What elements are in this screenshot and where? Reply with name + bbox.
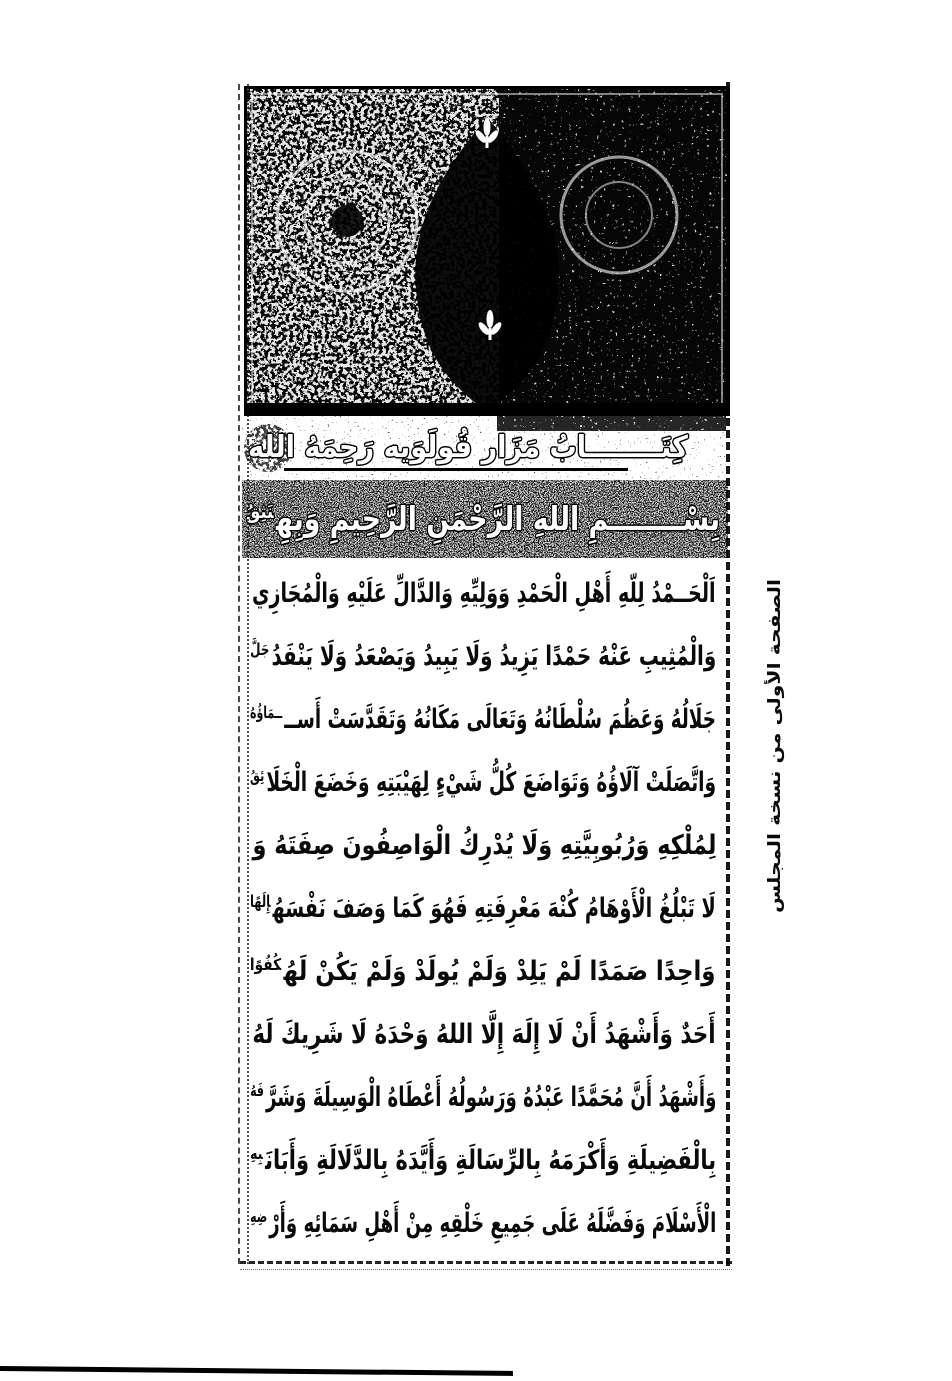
text-line-1	[250, 562, 716, 625]
text-line-8	[250, 1003, 716, 1066]
line-text: وَالْمُثِيبِ عَنْهُ حَمْدًا يَزِيدُ وَلَا يَبِيدُ وَيَصْعَدُ وَلَا يَنْفَدُ	[271, 641, 716, 672]
basmala-band	[242, 480, 728, 558]
line-superscript: كُفُوًا	[250, 954, 282, 974]
line-superscript: ضِهِ	[249, 1206, 267, 1226]
line-text: الْأَسْلَامَ وَفَضَّلَهُ عَلَى جَمِيعِ خَلْقِهِ مِنْ أَهْلِ سَمَائِهِ وَأَرْ	[268, 1208, 716, 1239]
floral-headpiece-ornament	[244, 86, 730, 416]
manuscript-scan-area	[238, 80, 746, 1270]
line-superscript: ئِقُ	[249, 765, 265, 785]
page-right-border	[726, 82, 730, 1266]
page-bottom-border-faint	[240, 1269, 732, 1270]
text-line-4	[250, 751, 716, 814]
basmala-text: بِسْــــــــمِ اللهِ الرَّحْمَنِ الرَّحِيمِ وَبِهِ	[275, 499, 720, 538]
margin-caption-text: الصفحة الأولى من نسخة المجلس	[765, 579, 785, 914]
line-text: اَلْحَــمْدُ لِلّهِ أَهْلِ الْحَمْدِ وَوَلِيِّهِ وَالدَّالِّ عَلَيْهِ وَالْمُجَازِي	[252, 578, 716, 609]
text-line-9	[250, 1066, 716, 1129]
text-line-2	[250, 625, 716, 688]
line-text: لِمُلْكِهِ وَرُبُوبِيَّتِهِ وَلَا يُدْرِكُ الْوَاصِفُونَ صِفَتَهُ وَ	[252, 830, 716, 861]
manuscript-body-text	[250, 562, 716, 1262]
line-text: وَأَشْهَدُ أَنَّ مُحَمَّدًا عَبْدُهُ وَرَسُولُهُ أَعْطَاهُ الْوَسِيلَةَ وَشَرَّ	[265, 1082, 716, 1113]
line-text: بِالْفَضِيلَةِ وَأَكْرَمَهُ بِالرِّسَالَةِ وَأَيَّدَهُ بِالدَّلَالَةِ وَأَبَانَ	[264, 1145, 716, 1176]
page-left-inner-border	[247, 84, 249, 1264]
headpiece-illumination-icon	[247, 89, 727, 413]
line-text: أَحَدٌ وَأَشْهَدُ أَنْ لَا إِلَهَ إِلَّا اللهُ وَحْدَهُ لَا شَرِيكَ لَهُ	[252, 1019, 716, 1050]
text-line-6	[250, 877, 716, 940]
text-line-10	[250, 1129, 716, 1192]
title-band	[242, 416, 726, 480]
text-line-11	[250, 1192, 716, 1255]
text-line-3	[250, 688, 716, 751]
margin-caption-rotated	[762, 552, 788, 914]
page-left-border	[238, 84, 240, 1264]
text-line-5	[250, 814, 716, 877]
text-line-7	[250, 940, 716, 1003]
book-title	[248, 424, 688, 472]
line-superscript: ــمَاؤُهُ	[250, 702, 283, 722]
line-superscript: جَلَّ	[249, 639, 270, 659]
line-text: لَا تَبْلُغُ الْأَوْهَامُ كُنْهَ مَعْرِفَتِهِ فَهُوَ كَمَا وَصَفَ نَفْسَهُ	[272, 893, 716, 924]
basmala-superscript: نَثِقُ	[245, 499, 274, 523]
page-bottom-border	[240, 1261, 732, 1264]
line-superscript: فَهُ	[249, 1080, 264, 1100]
basmala-calligraphy	[246, 490, 720, 548]
book-title-text: كِتَــــــــابُ مَزَار قُولَوَيه رَحِمَهُ الله	[248, 430, 688, 465]
line-text: جَلَالُهُ وَعَظُمَ سُلْطَانُهُ وَتَعَالَى مَكَانُهُ وَتَقَدَّسَتْ أَســ	[284, 704, 716, 735]
line-superscript: بِهِ	[249, 1143, 263, 1163]
line-text: وَاتَّصَلَتْ آلَاؤُهُ وَتَوَاضَعَ كُلُّ شَيْءٍ لِهَيْبَتِهِ وَخَضَعَ الْخَلَا	[266, 767, 716, 798]
line-superscript: إِلَهًا	[250, 891, 271, 911]
line-text: وَاحِدًا صَمَدًا لَمْ يَلِدْ وَلَمْ يُولَدْ وَلَمْ يَكُنْ لَهُ	[284, 956, 716, 987]
scan-artifact-line	[0, 1366, 513, 1376]
